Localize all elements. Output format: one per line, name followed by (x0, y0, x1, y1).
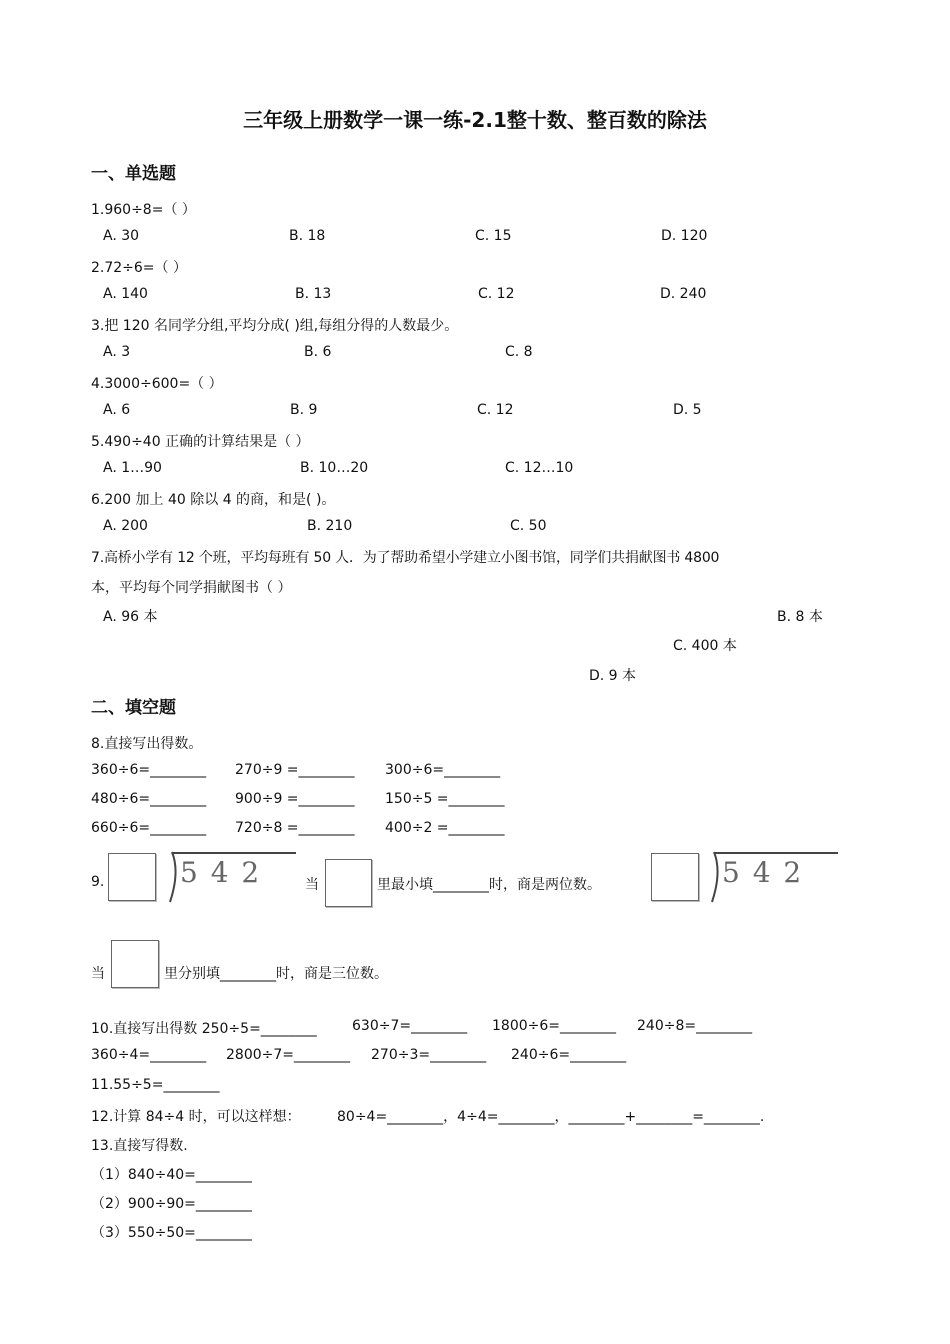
question-7-line1: 7.高桥小学有 12 个班，平均每班有 50 人．为了帮助希望小学建立小图书馆，同学们共捐献图书 4800 (91, 550, 720, 566)
calc-item: 1800÷6=________ (492, 1018, 616, 1034)
dividend-digits: 5 4 2 (722, 856, 804, 889)
calc-item: 360÷4=________ (91, 1047, 207, 1063)
question-3: 3.把 120 名同学分组,平均分成( )组,每组分得的人数最少。 (91, 318, 459, 334)
question-9-text2: 里最小填________时，商是两位数。 (377, 877, 601, 893)
option-6c: C. 50 (510, 518, 547, 534)
option-6b: B. 210 (307, 518, 353, 534)
question-1: 1.960÷8=（ ） (91, 202, 196, 218)
option-5b: B. 10…20 (300, 460, 369, 476)
calc-item: 300÷6=________ (385, 762, 501, 778)
option-2c: C. 12 (478, 286, 515, 302)
question-5: 5.490÷40 正确的计算结果是（ ） (91, 434, 310, 450)
calc-item: 720÷8 =________ (235, 820, 355, 836)
calc-item: 900÷9 =________ (235, 791, 355, 807)
question-9-text4: 里分别填________时，商是三位数。 (164, 966, 388, 982)
option-3a: A. 3 (103, 344, 131, 360)
option-5c: C. 12…10 (505, 460, 574, 476)
calc-item: 360÷6=________ (91, 762, 207, 778)
divisor-box (108, 853, 156, 901)
calc-item: 480÷6=________ (91, 791, 207, 807)
option-7a: A. 96 本 (103, 609, 158, 625)
calc-item: 400÷2 =________ (385, 820, 505, 836)
calc-item: （1）840÷40=________ (91, 1167, 252, 1183)
calc-item: 240÷8=________ (637, 1018, 753, 1034)
calc-item: 10.直接写出得数 250÷5=________ (91, 1021, 317, 1037)
option-4d: D. 5 (673, 402, 702, 418)
option-2b: B. 13 (295, 286, 332, 302)
option-2d: D. 240 (660, 286, 707, 302)
calc-item: 630÷7=________ (352, 1018, 468, 1034)
calc-item: 2800÷7=________ (226, 1047, 350, 1063)
divisor-box (651, 853, 699, 901)
option-3b: B. 6 (304, 344, 332, 360)
question-8: 8.直接写出得数。 (91, 736, 203, 752)
option-5a: A. 1…90 (103, 460, 162, 476)
answer-box (111, 940, 159, 988)
calc-item: 240÷6=________ (511, 1047, 627, 1063)
question-12: 12.计算 84÷4 时，可以这样想： (91, 1109, 301, 1125)
option-2a: A. 140 (103, 286, 148, 302)
question-13: 13.直接写得数. (91, 1138, 188, 1154)
option-1c: C. 15 (475, 228, 512, 244)
calc-item: 150÷5 =________ (385, 791, 505, 807)
question-7-line2: 本，平均每个同学捐献图书（ ） (91, 580, 292, 596)
option-1b: B. 18 (289, 228, 326, 244)
option-4a: A. 6 (103, 402, 131, 418)
calc-item: 660÷6=________ (91, 820, 207, 836)
question-9-text3: 当 (91, 966, 105, 982)
option-7b: B. 8 本 (777, 609, 823, 625)
question-9-number: 9. (91, 874, 105, 890)
question-2: 2.72÷6=（ ） (91, 260, 187, 276)
page-title: 三年级上册数学一课一练-2.1整十数、整百数的除法 (243, 108, 707, 132)
option-7c: C. 400 本 (673, 638, 737, 654)
option-7d: D. 9 本 (589, 668, 637, 684)
calc-item: （3）550÷50=________ (91, 1225, 252, 1241)
answer-box (325, 859, 372, 907)
dividend-digits: 5 4 2 (180, 856, 262, 889)
question-6: 6.200 加上 40 除以 4 的商，和是( )。 (91, 492, 336, 508)
question-11: 11.55÷5=________ (91, 1077, 220, 1093)
question-4: 4.3000÷600=（ ） (91, 376, 223, 392)
option-3c: C. 8 (505, 344, 533, 360)
option-6a: A. 200 (103, 518, 148, 534)
option-1a: A. 30 (103, 228, 140, 244)
calc-item: （2）900÷90=________ (91, 1196, 252, 1212)
option-4b: B. 9 (290, 402, 318, 418)
question-12-work: 80÷4=________，4÷4=________，________+________=________. (337, 1109, 765, 1125)
section-heading-fill-blank: 二、填空题 (91, 698, 176, 718)
option-4c: C. 12 (477, 402, 514, 418)
section-heading-single-choice: 一、单选题 (91, 164, 176, 184)
option-1d: D. 120 (661, 228, 708, 244)
calc-item: 270÷3=________ (371, 1047, 487, 1063)
question-9-text1: 当 (305, 877, 319, 893)
calc-item: 270÷9 =________ (235, 762, 355, 778)
